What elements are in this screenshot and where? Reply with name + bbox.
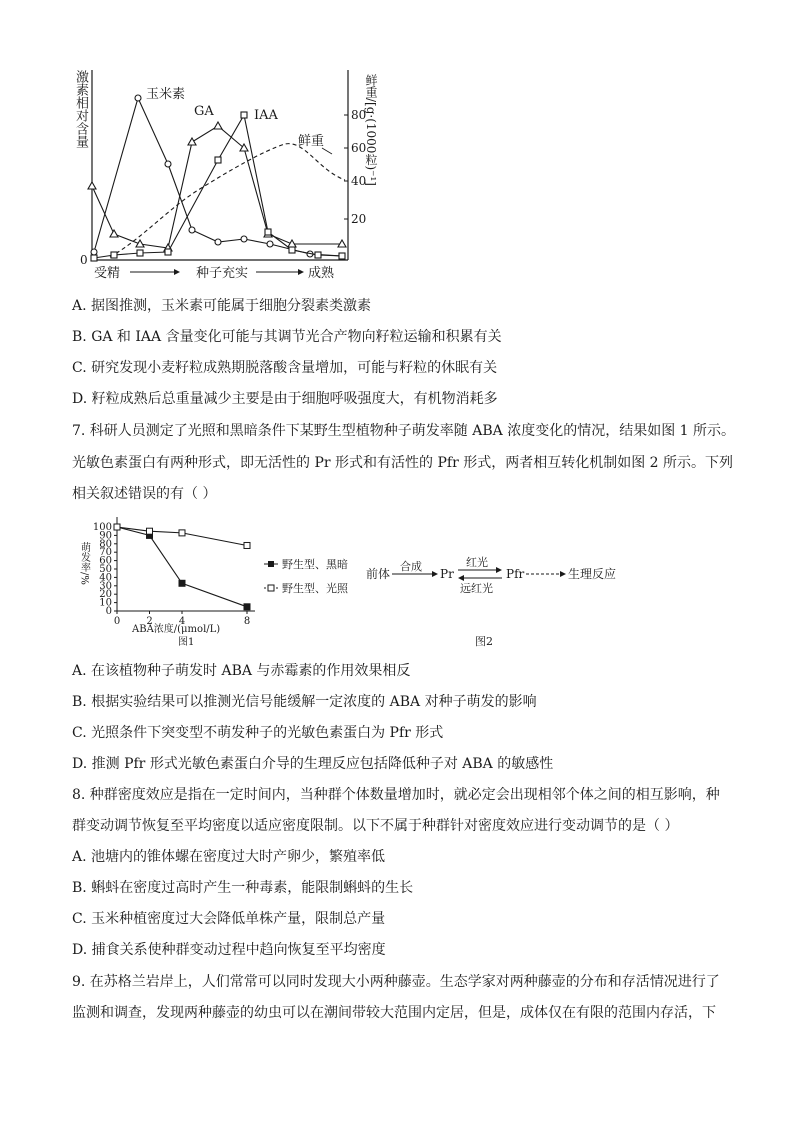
fig2-forward-arrowhead xyxy=(496,567,502,573)
fig1-data-point xyxy=(244,604,250,610)
fig1-y-tick-label: 100 xyxy=(92,522,112,533)
fig1-y-tick-label: 30 xyxy=(99,580,112,592)
fresh-weight-curve xyxy=(110,144,345,257)
q8-option-d: D. 捕食关系使种群变动过程中趋向恢复至平均密度 xyxy=(72,942,386,958)
fig1-y-tick-label: 70 xyxy=(99,547,112,559)
q6-option-c: C. 研究发现小麦籽粒成熟期脱落酸含量增加，可能与籽粒的休眠有关 xyxy=(72,360,498,376)
q6-option-b: B. GA 和 IAA 含量变化可能与其调节光合产物向籽粒运输和积累有关 xyxy=(72,329,502,345)
fig1-x-label: ABA浓度/(μmol/L) xyxy=(132,624,221,635)
legend-dark-label: 野生型、黑暗 xyxy=(282,558,348,571)
fig1-series xyxy=(114,524,250,610)
fig1-y-tick-label: 90 xyxy=(99,530,112,542)
stage-arrowhead-2 xyxy=(298,269,304,275)
fig1-y-tick-label: 80 xyxy=(99,538,112,550)
q9-stem-line-2: 监测和调查，发现两种藤壶的幼虫可以在潮间带较大范围内定居，但是，成体仅在有限的范围内存活，下 xyxy=(72,1005,716,1021)
q7-stem-line-1: 7. 科研人员测定了光照和黑暗条件下某野生型植物种子萌发率随 ABA 浓度变化的情况，结果如图 1 所示。 xyxy=(72,423,736,439)
stage-maturity: 成熟 xyxy=(308,266,335,281)
legend-light-marker xyxy=(268,585,274,591)
fig2-response: 生理反应 xyxy=(568,567,617,581)
q6-option-a: A. 据图推测，玉米素可能属于细胞分裂素类激素 xyxy=(72,298,372,314)
fig1-x-tick-label: 8 xyxy=(243,616,251,627)
right-tick-60: 60 xyxy=(351,141,367,155)
fig1-data-point xyxy=(179,580,185,586)
fig2-red-light: 红光 xyxy=(466,556,488,569)
fig1-data-point xyxy=(147,528,153,534)
fig2-pr: Pr xyxy=(440,567,454,581)
q8-stem-line-2: 群变动调节恢复至平均密度以适应密度限制。以下不属于种群针对密度效应进行变动调节的是（ ） xyxy=(72,818,679,834)
hormone-figure xyxy=(70,62,390,284)
q9-stem-line-1: 9. 在苏格兰岩岸上，人们常常可以同时发现大小两种藤壶。生态学家对两种藤壶的分布和存活情况进行了 xyxy=(72,974,720,990)
q7-option-c: C. 光照条件下突变型不萌发种子的光敏色素蛋白为 Pfr 形式 xyxy=(72,725,444,741)
q8-option-c: C. 玉米种植密度过大会降低单株产量，限制总产量 xyxy=(72,911,386,927)
ga-label: GA xyxy=(194,104,214,119)
fig2-reverse-arrowhead xyxy=(458,575,464,581)
fig1-title: 图1 xyxy=(178,637,195,648)
q8-stem-line-1: 8. 种群密度效应是指在一定时间内，当种群个体数量增加时，就必定会出现相邻个体之间的相互影响，种 xyxy=(72,787,720,803)
fig2-pfr: Pfr xyxy=(506,567,525,581)
q8-option-b: B. 蝌蚪在密度过高时产生一种毒素，能限制蝌蚪的生长 xyxy=(72,880,414,896)
fig1-y-tick-label: 10 xyxy=(99,597,112,609)
fig1-x-tick-label: 2 xyxy=(146,616,153,627)
legend-dark-marker xyxy=(268,561,274,567)
fig1-x-tick-label: 4 xyxy=(178,616,186,627)
zeatin-markers xyxy=(91,95,345,259)
fig1-y-tick-label: 20 xyxy=(99,589,112,601)
fresh-weight-label: 鲜重 xyxy=(298,134,325,149)
q7-stem-line-3: 相关叙述错误的有（ ） xyxy=(72,486,217,502)
fig2-far-red-light: 远红光 xyxy=(460,582,493,595)
iaa-label: IAA xyxy=(254,108,278,123)
fig2-response-arrowhead xyxy=(560,571,566,577)
figure2-phytochrome-diagram xyxy=(360,548,640,652)
fig1-data-point xyxy=(244,542,250,548)
stage-fertilization: 受精 xyxy=(94,266,121,281)
fig1-x-tick-label: 0 xyxy=(113,616,121,627)
q8-option-a: A. 池塘内的锥体螺在密度过大时产卵少，繁殖率低 xyxy=(72,849,386,865)
fig1-data-point xyxy=(179,530,185,536)
fig1-y-tick-label: 0 xyxy=(105,606,112,617)
fig1-data-point xyxy=(114,524,120,530)
legend-light-label: 野生型、光照 xyxy=(282,582,348,595)
stage-filling: 种子充实 xyxy=(196,266,249,281)
right-tick-20: 20 xyxy=(351,212,367,226)
fig1-y-label: 萌发率/% xyxy=(78,542,90,585)
q7-stem-line-2: 光敏色素蛋白有两种形式，即无活性的 Pr 形式和有活性的 Pfr 形式，两者相互转化机制如图 2 所示。下列 xyxy=(72,455,734,471)
q7-option-a: A. 在该植物种子萌发时 ABA 与赤霉素的作用效果相反 xyxy=(72,663,411,679)
figure1-germination-chart xyxy=(72,512,372,652)
stage-arrowhead-1 xyxy=(174,269,180,275)
right-axis-title: 鲜重/[g·(1000粒)⁻¹] xyxy=(364,74,378,186)
right-tick-80: 80 xyxy=(351,108,367,122)
left-axis-title: 激素相对含量 xyxy=(73,70,88,148)
fig2-synthesis: 合成 xyxy=(400,560,422,573)
q6-option-d: D. 籽粒成熟后总重量减少主要是由于细胞呼吸强度大，有机物消耗多 xyxy=(72,391,498,407)
q7-option-b: B. 根据实验结果可以推测光信号能缓解一定浓度的 ABA 对种子萌发的影响 xyxy=(72,694,537,710)
q7-option-d: D. 推测 Pfr 形式光敏色素蛋白介导的生理反应包括降低种子对 ABA 的敏感性 xyxy=(72,756,554,772)
origin-label: 0 xyxy=(80,253,88,267)
fig1-y-tick-label: 60 xyxy=(99,555,112,567)
fig2-precursor: 前体 xyxy=(366,567,391,581)
right-tick-40: 40 xyxy=(351,174,367,188)
fig2-synthesis-arrowhead xyxy=(432,571,438,577)
fig2-title: 图2 xyxy=(475,635,493,648)
fig1-y-tick-label: 50 xyxy=(99,564,112,575)
fig1-y-tick-label: 40 xyxy=(99,572,112,584)
fig1-series-line xyxy=(117,527,247,607)
fig1-y-ticks xyxy=(93,522,117,617)
zeatin-label: 玉米素 xyxy=(146,87,186,102)
